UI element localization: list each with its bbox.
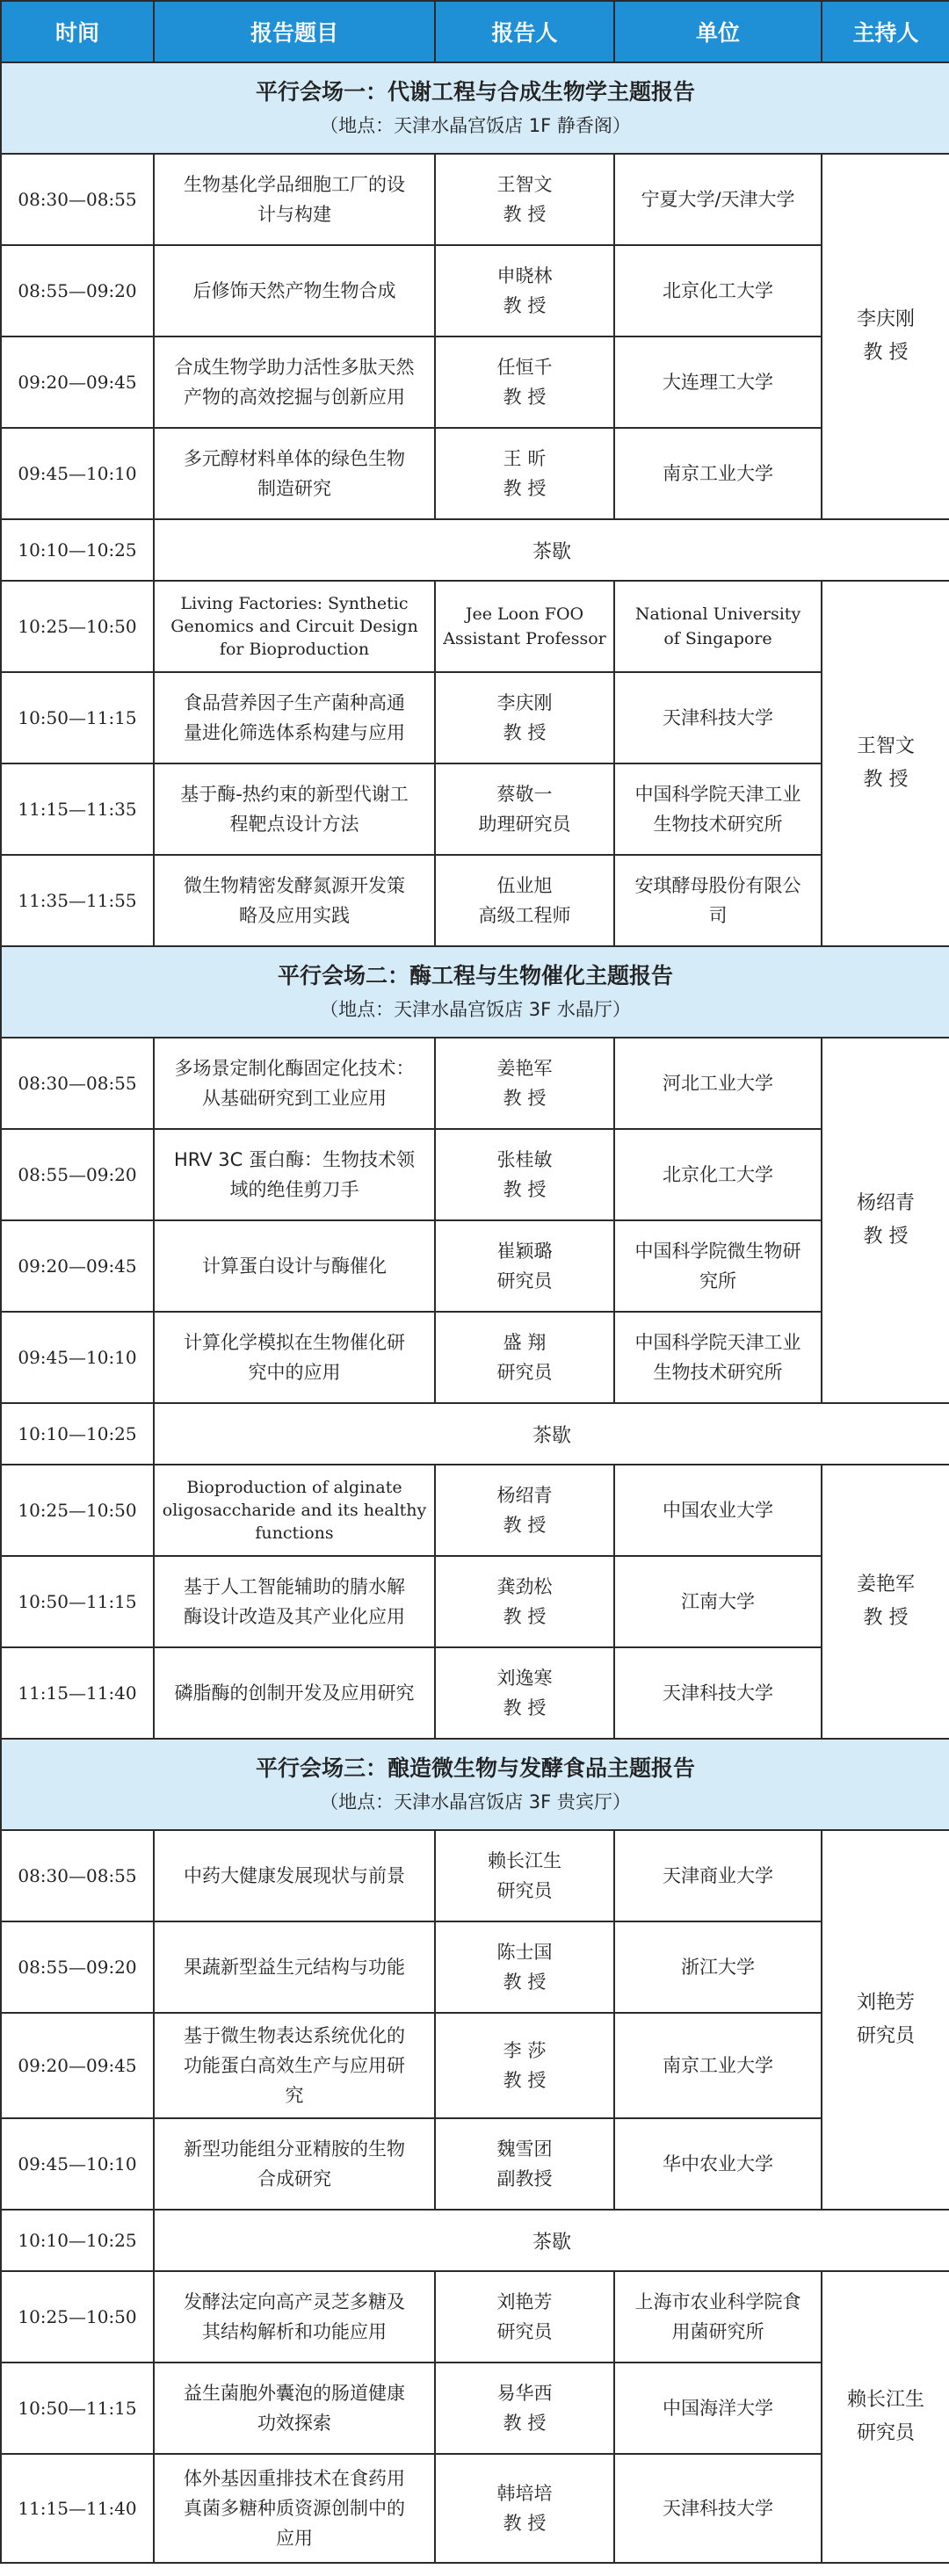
table-row xyxy=(1,2363,949,2454)
host-cell xyxy=(822,2271,949,2563)
speaker-cell xyxy=(435,2271,614,2363)
speaker-cell xyxy=(435,855,614,946)
org-cell xyxy=(614,2118,822,2210)
topic-cell-line: 功效探索 xyxy=(257,2413,331,2434)
time-cell: 08:55—09:20 xyxy=(1,1129,154,1220)
topic-cell xyxy=(154,1830,435,1921)
org-cell xyxy=(614,1921,822,2013)
session-banner xyxy=(1,946,949,1038)
table-row xyxy=(1,1312,949,1403)
org-cell-line: 中国科学院天津工业 xyxy=(634,1332,801,1353)
topic-cell-line: 微生物精密发酵氮源开发策 xyxy=(184,875,405,896)
topic-cell xyxy=(154,2118,435,2210)
speaker-cell-line: 陈士国 xyxy=(496,1942,553,1963)
org-cell xyxy=(614,2271,822,2363)
speaker-cell-line: Assistant Professor xyxy=(443,629,606,648)
topic-cell-line: 磷脂酶的创制开发及应用研究 xyxy=(174,1682,415,1704)
speaker-cell xyxy=(435,336,614,428)
topic-cell-line: 果蔬新型益生元结构与功能 xyxy=(184,1957,405,1978)
topic-cell-line: Bioproduction of alginate xyxy=(186,1478,402,1497)
topic-cell-line: 多元醇材料单体的绿色生物 xyxy=(184,448,405,469)
speaker-cell-line: 教 授 xyxy=(503,1515,547,1536)
speaker-cell-line: 教 授 xyxy=(503,722,547,743)
speaker-cell-line: 王智文 xyxy=(496,174,553,195)
speaker-cell xyxy=(435,1038,614,1129)
time-cell: 08:30—08:55 xyxy=(1,1038,154,1129)
speaker-cell-line: 刘艳芳 xyxy=(496,2291,553,2312)
table-row xyxy=(1,2118,949,2210)
speaker-cell-line: 教 授 xyxy=(503,204,547,225)
speaker-cell-line: 教 授 xyxy=(503,1972,547,1993)
host-cell-line: 研究员 xyxy=(856,2422,915,2444)
speaker-cell xyxy=(435,1465,614,1556)
table-row xyxy=(1,1830,949,1921)
table-row xyxy=(1,581,949,672)
topic-cell xyxy=(154,672,435,763)
table-row xyxy=(1,2271,949,2363)
speaker-cell xyxy=(435,1921,614,2013)
topic-cell-line: 多场景定制化酶固定化技术： xyxy=(174,1058,415,1079)
table-row xyxy=(1,1921,949,2013)
speaker-cell-line: 杨绍青 xyxy=(496,1485,553,1506)
topic-cell-line: Living Factories: Synthetic xyxy=(180,594,409,613)
table-row xyxy=(1,154,949,245)
org-cell xyxy=(614,1830,822,1921)
speaker-cell xyxy=(435,581,614,672)
tea-break-row xyxy=(1,1403,949,1465)
table-row xyxy=(1,1129,949,1220)
table-row xyxy=(1,1038,949,1129)
time-cell: 09:45—10:10 xyxy=(1,2118,154,2210)
topic-cell xyxy=(154,1556,435,1647)
tea-break-row xyxy=(1,2210,949,2271)
table-row xyxy=(1,1647,949,1739)
host-cell-line: 教 授 xyxy=(863,769,909,791)
org-cell-line: 天津科技大学 xyxy=(663,707,773,728)
tea-break-cell: 茶歇 xyxy=(154,1403,949,1465)
header-org: 单位 xyxy=(614,1,822,62)
org-cell xyxy=(614,763,822,855)
org-cell xyxy=(614,336,822,428)
time-cell: 10:10—10:25 xyxy=(1,2210,154,2271)
session-banner xyxy=(1,1739,949,1830)
speaker-cell-line: 高级工程师 xyxy=(478,905,571,926)
speaker-cell-line: Jee Loon FOO xyxy=(465,604,584,624)
speaker-cell xyxy=(435,2013,614,2118)
topic-cell xyxy=(154,428,435,519)
org-cell-line: 南京工业大学 xyxy=(663,463,773,484)
org-cell xyxy=(614,1556,822,1647)
speaker-cell-line: 蔡敬一 xyxy=(496,784,553,805)
speaker-cell-line: 崔颖璐 xyxy=(496,1241,553,1262)
time-cell: 11:15—11:35 xyxy=(1,763,154,855)
org-cell-line: 北京化工大学 xyxy=(663,280,773,301)
table-row xyxy=(1,336,949,428)
org-cell-line: 大连理工大学 xyxy=(663,372,773,393)
speaker-cell-line: 伍业旭 xyxy=(496,875,553,896)
topic-cell-line: 从基础研究到工业应用 xyxy=(202,1088,387,1109)
org-cell-line: 中国科学院微生物研 xyxy=(634,1241,801,1262)
speaker-cell-line: 研究员 xyxy=(496,1270,553,1292)
topic-cell xyxy=(154,336,435,428)
speaker-cell xyxy=(435,245,614,336)
host-cell-line: 姜艳军 xyxy=(856,1574,915,1596)
topic-cell-line: 后修饰天然产物生物合成 xyxy=(192,280,396,301)
speaker-cell xyxy=(435,2363,614,2454)
speaker-cell xyxy=(435,672,614,763)
tea-break-cell: 茶歇 xyxy=(154,519,949,581)
speaker-cell xyxy=(435,1312,614,1403)
topic-cell xyxy=(154,154,435,245)
speaker-cell-line: 教 授 xyxy=(503,1697,547,1719)
org-cell-line: of Singapore xyxy=(663,629,772,648)
speaker-cell-line: 教 授 xyxy=(503,295,547,316)
speaker-cell-line: 李庆刚 xyxy=(496,692,553,713)
topic-cell xyxy=(154,1312,435,1403)
topic-cell xyxy=(154,1465,435,1556)
speaker-cell-line: 副教授 xyxy=(496,2168,553,2189)
org-cell xyxy=(614,428,822,519)
topic-cell-line: 制造研究 xyxy=(257,478,331,499)
speaker-cell-line: 教 授 xyxy=(503,1179,547,1200)
session-banner-cell xyxy=(1,1739,949,1830)
topic-cell-line: 功能蛋白高效生产与应用研 xyxy=(184,2055,405,2076)
header-time: 时间 xyxy=(1,1,154,62)
host-cell xyxy=(822,1465,949,1739)
org-cell xyxy=(614,2013,822,2118)
topic-cell xyxy=(154,1129,435,1220)
org-cell-line: 河北工业大学 xyxy=(663,1073,773,1094)
time-cell: 10:10—10:25 xyxy=(1,1403,154,1465)
host-cell-line: 杨绍青 xyxy=(856,1192,915,1214)
time-cell: 10:50—11:15 xyxy=(1,2363,154,2454)
host-cell-line: 研究员 xyxy=(856,2025,915,2047)
host-cell xyxy=(822,154,949,519)
header-speaker: 报告人 xyxy=(435,1,614,62)
time-cell: 10:25—10:50 xyxy=(1,1465,154,1556)
speaker-cell-line: 赖长江生 xyxy=(488,1850,561,1871)
org-cell-line: 宁夏大学/天津大学 xyxy=(641,189,795,210)
topic-cell-line: 基于酶-热约束的新型代谢工 xyxy=(180,784,409,805)
topic-cell-line: 程靶点设计方法 xyxy=(229,814,359,835)
org-cell-line: 华中农业大学 xyxy=(663,2153,773,2174)
topic-cell xyxy=(154,763,435,855)
topic-cell xyxy=(154,2271,435,2363)
speaker-cell xyxy=(435,154,614,245)
org-cell-line: 安琪酵母股份有限公 xyxy=(634,875,801,896)
topic-cell-line: 食品营养因子生产菌种高通 xyxy=(184,692,405,713)
org-cell xyxy=(614,245,822,336)
speaker-cell-line: 教 授 xyxy=(503,478,547,499)
table-row xyxy=(1,2013,949,2118)
speaker-cell xyxy=(435,2118,614,2210)
topic-cell-line: 基于微生物表达系统优化的 xyxy=(184,2025,405,2046)
host-cell-line: 王智文 xyxy=(856,735,915,757)
host-cell xyxy=(822,581,949,946)
speaker-cell-line: 教 授 xyxy=(503,1606,547,1627)
org-cell-line: 南京工业大学 xyxy=(663,2055,773,2076)
speaker-cell-line: 研究员 xyxy=(496,1362,553,1383)
table-row xyxy=(1,855,949,946)
topic-cell-line: HRV 3C 蛋白酶：生物技术领 xyxy=(174,1149,415,1170)
session-location: （地点：天津水晶宫饭店 3F 水晶厅） xyxy=(320,999,631,1020)
topic-cell-line: 计算蛋白设计与酶催化 xyxy=(202,1255,387,1277)
topic-cell-line: 合成研究 xyxy=(257,2168,331,2189)
topic-cell-line: 生物基化学品细胞工厂的设 xyxy=(184,174,405,195)
speaker-cell xyxy=(435,1830,614,1921)
session-title: 平行会场一：代谢工程与合成生物学主题报告 xyxy=(255,79,695,105)
topic-cell-line: 其结构解析和功能应用 xyxy=(202,2321,387,2342)
org-cell xyxy=(614,672,822,763)
speaker-cell-line: 龚劲松 xyxy=(496,1576,553,1597)
org-cell xyxy=(614,1647,822,1739)
speaker-cell xyxy=(435,1556,614,1647)
org-cell-line: 北京化工大学 xyxy=(663,1164,773,1185)
topic-cell-line: 究 xyxy=(285,2085,304,2106)
topic-cell-line: 计算化学模拟在生物催化研 xyxy=(184,1332,405,1353)
table-row xyxy=(1,1220,949,1312)
topic-cell-line: 体外基因重排技术在食药用 xyxy=(184,2468,405,2489)
time-cell: 08:55—09:20 xyxy=(1,245,154,336)
org-cell-line: 中国海洋大学 xyxy=(663,2398,773,2419)
host-cell xyxy=(822,1830,949,2210)
time-cell: 10:10—10:25 xyxy=(1,519,154,581)
org-cell-line: 中国科学院天津工业 xyxy=(634,784,801,805)
speaker-cell-line: 教 授 xyxy=(503,1088,547,1109)
org-cell-line: 浙江大学 xyxy=(681,1957,755,1978)
header-host: 主持人 xyxy=(822,1,949,62)
topic-cell-line: Genomics and Circuit Design xyxy=(170,617,418,636)
topic-cell xyxy=(154,2013,435,2118)
topic-cell xyxy=(154,1921,435,2013)
speaker-cell xyxy=(435,1220,614,1312)
host-cell-line: 教 授 xyxy=(863,1607,909,1629)
org-cell-line: 天津科技大学 xyxy=(663,1682,773,1704)
time-cell: 10:50—11:15 xyxy=(1,1556,154,1647)
topic-cell xyxy=(154,2363,435,2454)
topic-cell-line: 究中的应用 xyxy=(248,1362,341,1383)
time-cell: 10:25—10:50 xyxy=(1,2271,154,2363)
org-cell-line: 司 xyxy=(708,905,728,926)
session-banner-cell xyxy=(1,62,949,154)
topic-cell-line: 应用 xyxy=(276,2528,313,2549)
session-banner-cell xyxy=(1,946,949,1038)
topic-cell xyxy=(154,1647,435,1739)
speaker-cell-line: 李 莎 xyxy=(503,2040,547,2061)
speaker-cell xyxy=(435,2454,614,2563)
speaker-cell xyxy=(435,763,614,855)
table-row xyxy=(1,763,949,855)
speaker-cell-line: 易华西 xyxy=(496,2383,553,2404)
speaker-cell-line: 魏雪团 xyxy=(496,2138,553,2160)
topic-cell-line: 量进化筛选体系构建与应用 xyxy=(184,722,405,743)
host-cell-line: 教 授 xyxy=(863,1226,909,1248)
time-cell: 11:15—11:40 xyxy=(1,2454,154,2563)
host-cell-line: 赖长江生 xyxy=(846,2389,924,2411)
session-title: 平行会场三：酿造微生物与发酵食品主题报告 xyxy=(255,1755,695,1781)
table-row xyxy=(1,245,949,336)
speaker-cell-line: 教 授 xyxy=(503,2513,547,2534)
org-cell xyxy=(614,1038,822,1129)
host-cell-line: 教 授 xyxy=(863,342,909,364)
org-cell xyxy=(614,1312,822,1403)
topic-cell xyxy=(154,581,435,672)
time-cell: 09:20—09:45 xyxy=(1,2013,154,2118)
host-cell-line: 刘艳芳 xyxy=(856,1992,915,2014)
topic-cell xyxy=(154,1038,435,1129)
topic-cell-line: 略及应用实践 xyxy=(239,905,350,926)
topic-cell-line: 基于人工智能辅助的腈水解 xyxy=(184,1576,405,1597)
session-title: 平行会场二：酶工程与生物催化主题报告 xyxy=(277,963,673,988)
topic-cell-line: 发酵法定向高产灵芝多糖及 xyxy=(184,2291,405,2312)
org-cell xyxy=(614,1129,822,1220)
session-location: （地点：天津水晶宫饭店 1F 静香阁） xyxy=(320,115,631,136)
org-cell xyxy=(614,1465,822,1556)
time-cell: 09:45—10:10 xyxy=(1,428,154,519)
topic-cell xyxy=(154,855,435,946)
host-cell-line: 李庆刚 xyxy=(856,308,915,330)
topic-cell-line: 新型功能组分亚精胺的生物 xyxy=(184,2138,405,2160)
speaker-cell xyxy=(435,1647,614,1739)
speaker-cell-line: 刘逸寒 xyxy=(496,1668,553,1689)
speaker-cell-line: 王 昕 xyxy=(503,448,547,469)
speaker-cell-line: 张桂敏 xyxy=(496,1149,553,1170)
tea-break-cell: 茶歇 xyxy=(154,2210,949,2271)
speaker-cell-line: 任恒千 xyxy=(496,357,553,378)
time-cell: 10:50—11:15 xyxy=(1,672,154,763)
org-cell xyxy=(614,855,822,946)
org-cell-line: 江南大学 xyxy=(681,1591,755,1612)
speaker-cell-line: 教 授 xyxy=(503,387,547,408)
topic-cell-line: 合成生物学助力活性多肽天然 xyxy=(174,357,415,378)
header-topic: 报告题目 xyxy=(154,1,435,62)
topic-cell-line: 计与构建 xyxy=(257,204,331,225)
topic-cell-line: 域的绝佳剪刀手 xyxy=(229,1179,359,1200)
time-cell: 11:15—11:40 xyxy=(1,1647,154,1739)
table-row xyxy=(1,1556,949,1647)
speaker-cell-line: 申晓林 xyxy=(496,265,553,286)
speaker-cell-line: 研究员 xyxy=(496,1880,553,1901)
table-row xyxy=(1,2454,949,2563)
topic-cell-line: 真菌多糖种质资源创制中的 xyxy=(184,2498,405,2519)
org-cell-line: 上海市农业科学院食 xyxy=(634,2291,801,2312)
time-cell: 09:20—09:45 xyxy=(1,1220,154,1312)
topic-cell-line: for Bioproduction xyxy=(219,640,370,659)
speaker-cell-line: 教 授 xyxy=(503,2413,547,2434)
speaker-cell xyxy=(435,428,614,519)
speaker-cell-line: 助理研究员 xyxy=(478,814,571,835)
org-cell xyxy=(614,2454,822,2563)
org-cell-line: 用菌研究所 xyxy=(671,2321,764,2342)
schedule-body xyxy=(1,62,949,2563)
topic-cell-line: oligosaccharide and its healthy xyxy=(162,1501,427,1520)
time-cell: 08:30—08:55 xyxy=(1,1830,154,1921)
topic-cell xyxy=(154,1220,435,1312)
org-cell xyxy=(614,154,822,245)
speaker-cell-line: 教 授 xyxy=(503,2070,547,2091)
speaker-cell-line: 研究员 xyxy=(496,2321,553,2342)
header-row xyxy=(1,1,949,62)
time-cell: 10:25—10:50 xyxy=(1,581,154,672)
org-cell-line: National University xyxy=(634,604,801,624)
speaker-cell-line: 姜艳军 xyxy=(496,1058,553,1079)
table-row xyxy=(1,428,949,519)
tea-break-row xyxy=(1,519,949,581)
time-cell: 09:45—10:10 xyxy=(1,1312,154,1403)
org-cell xyxy=(614,581,822,672)
time-cell: 08:30—08:55 xyxy=(1,154,154,245)
table-row xyxy=(1,672,949,763)
speaker-cell-line: 盛 翔 xyxy=(503,1332,547,1353)
topic-cell xyxy=(154,245,435,336)
time-cell: 08:55—09:20 xyxy=(1,1921,154,2013)
topic-cell xyxy=(154,2454,435,2563)
org-cell-line: 生物技术研究所 xyxy=(653,1362,783,1383)
org-cell-line: 天津科技大学 xyxy=(663,2498,773,2519)
topic-cell-line: functions xyxy=(255,1523,334,1543)
topic-cell-line: 益生菌胞外囊泡的肠道健康 xyxy=(184,2383,405,2404)
org-cell-line: 究所 xyxy=(699,1270,736,1292)
org-cell xyxy=(614,2363,822,2454)
session-location: （地点：天津水晶宫饭店 3F 贵宾厅） xyxy=(320,1791,631,1813)
speaker-cell-line: 韩培培 xyxy=(496,2483,553,2504)
time-cell: 09:20—09:45 xyxy=(1,336,154,428)
host-cell xyxy=(822,1038,949,1403)
topic-cell-line: 中药大健康发展现状与前景 xyxy=(184,1865,405,1886)
topic-cell-line: 产物的高效挖掘与创新应用 xyxy=(184,387,405,408)
time-cell: 11:35—11:55 xyxy=(1,855,154,946)
topic-cell-line: 酶设计改造及其产业化应用 xyxy=(184,1606,405,1627)
speaker-cell xyxy=(435,1129,614,1220)
session-banner xyxy=(1,62,949,154)
org-cell xyxy=(614,1220,822,1312)
table-row xyxy=(1,1465,949,1556)
org-cell-line: 天津商业大学 xyxy=(663,1865,773,1886)
org-cell-line: 生物技术研究所 xyxy=(653,814,783,835)
org-cell-line: 中国农业大学 xyxy=(663,1500,773,1521)
